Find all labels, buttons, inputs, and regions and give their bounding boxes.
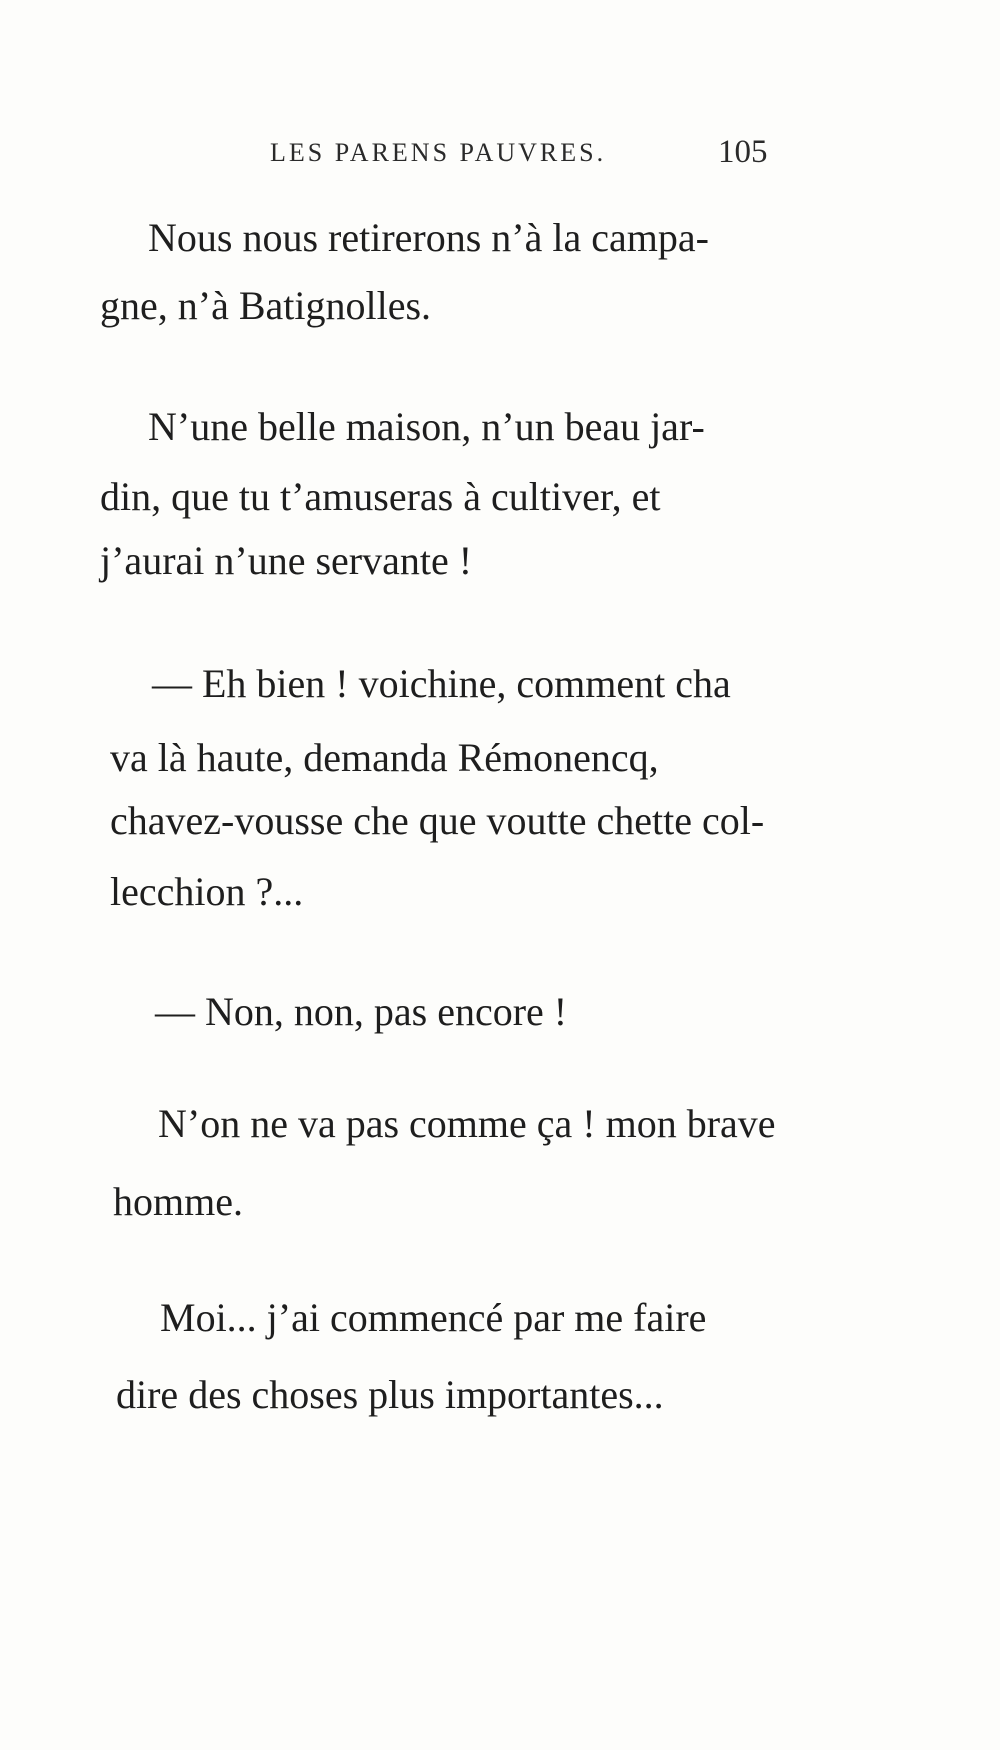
text-line: — Non, non, pas encore !	[155, 989, 568, 1034]
running-title: LES PARENS PAUVRES.	[270, 138, 607, 167]
text-line: j’aurai n’une servante !	[100, 538, 473, 583]
text-line: din, que tu t’amuseras à cultiver, et	[100, 474, 661, 519]
text-line: dire des choses plus importantes...	[116, 1372, 664, 1417]
page-number: 105	[718, 134, 768, 170]
text-line: lecchion ?...	[110, 869, 304, 914]
text-line: N’une belle maison, n’un beau jar-	[148, 404, 705, 449]
text-line: N’on ne va pas comme ça ! mon brave	[158, 1101, 776, 1146]
text-line: chavez-vousse che que voutte chette col-	[110, 798, 765, 843]
text-line: Nous nous retirerons n’à la campa-	[148, 215, 709, 260]
text-line: homme.	[113, 1179, 243, 1224]
text-line: va là haute, demanda Rémonencq,	[110, 735, 659, 780]
text-line: Moi... j’ai commencé par me faire	[160, 1295, 707, 1340]
text-line: — Eh bien ! voichine, comment cha	[152, 661, 731, 706]
text-line: gne, n’à Batignolles.	[100, 283, 432, 328]
